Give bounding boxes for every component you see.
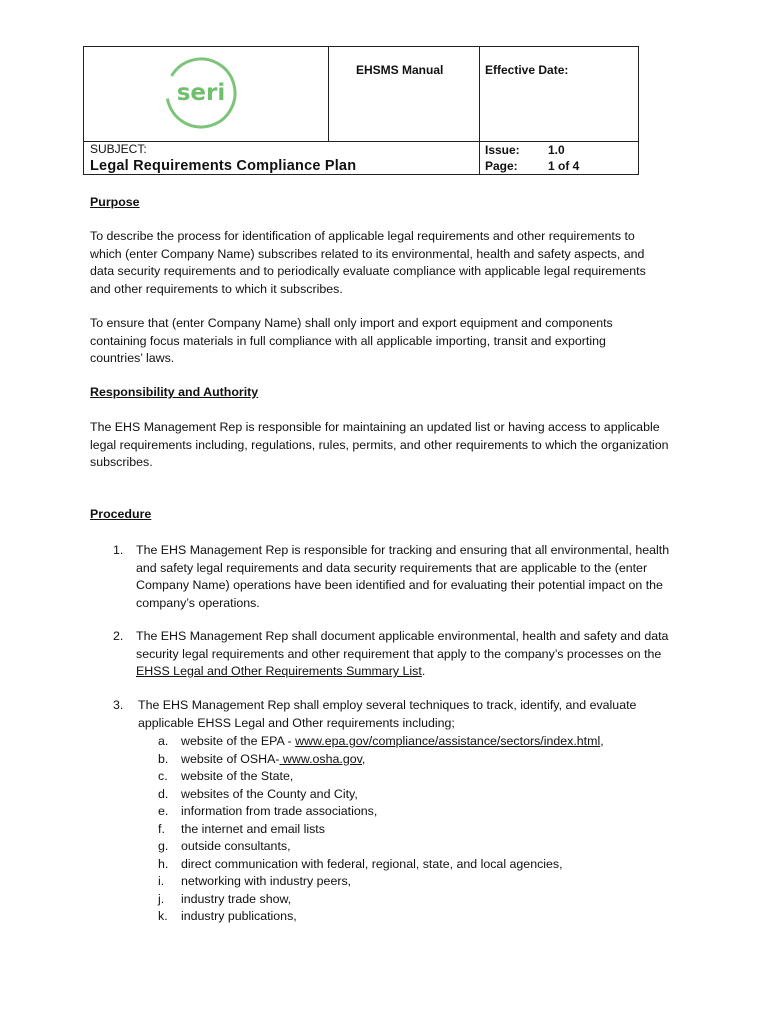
header-divider xyxy=(84,141,639,142)
sub-list-letter: g. xyxy=(158,839,169,853)
issue-value: 1.0 xyxy=(548,143,565,157)
header-divider xyxy=(479,47,480,175)
header-divider xyxy=(328,47,329,142)
sub-list-letter: k. xyxy=(158,909,168,923)
page-label: Page: xyxy=(485,159,518,173)
sub-list-text: websites of the County and City, xyxy=(181,786,358,801)
page-value: 1 of 4 xyxy=(548,159,580,173)
website-link[interactable]: www.epa.gov/compliance/assistance/sectors/index.html xyxy=(295,734,601,748)
sub-list-text: industry publications, xyxy=(181,909,297,923)
header-table xyxy=(83,46,639,175)
list-item: The EHS Management Rep shall employ several techniques to track, identify, and evaluate applicable EHSS Legal and Other requirements including; xyxy=(138,698,637,730)
sub-list-text: website of the EPA - xyxy=(181,734,296,748)
sub-list-text: , xyxy=(600,734,604,748)
sub-list-letter: f. xyxy=(158,821,165,836)
sub-list-letter: i. xyxy=(158,874,165,888)
list-number: 1. xyxy=(113,543,124,557)
sub-list-letter: j. xyxy=(158,891,165,906)
responsibility-paragraph: The EHS Management Rep is responsible for maintaining an updated list or having access to applicable legal requirements including, regulations, rules, permits, and other requirements to which the organization subscribes. xyxy=(90,420,669,469)
sub-list-text: outside consultants, xyxy=(181,839,291,853)
summary-list-link[interactable]: EHSS Legal and Other Requirements Summary List xyxy=(136,664,422,678)
sub-list-item xyxy=(181,821,325,839)
purpose-heading: Purpose xyxy=(90,195,140,209)
sub-list-letter: a. xyxy=(158,734,169,748)
sub-list-text: website of OSHA- xyxy=(181,751,280,766)
sub-list-item xyxy=(181,733,604,751)
sub-list-letter: e. xyxy=(158,804,169,818)
sub-list-letter: h. xyxy=(158,856,169,871)
sub-list-letter: c. xyxy=(158,769,168,783)
list-number: 2. xyxy=(113,629,124,643)
subject-label: SUBJECT: xyxy=(90,142,147,156)
list-item: The EHS Management Rep is responsible for tracking and ensuring that all environmental, health and safety legal requirements and data security requirements that are applicable to the (enter Company Name) operations have been identified and for evaluating their potential impact on the company’s operations. xyxy=(136,543,670,610)
sub-list-item xyxy=(181,838,291,856)
sub-list-item xyxy=(181,768,293,786)
sub-list-item xyxy=(181,786,358,804)
list-item-text: The EHS Management Rep shall document applicable environmental, health and safety and data security legal requirements and other requirement that apply to the company’s processes on the xyxy=(136,629,669,661)
website-link[interactable]: www.osha.gov, xyxy=(279,751,366,766)
sub-list-letter: b. xyxy=(158,751,169,766)
purpose-paragraph: To describe the process for identification of applicable legal requirements and other requirements to which (enter Company Name) subscribes related to its environmental, health and safety aspects, and data security requirements and to periodically evaluate compliance with applicable legal requirements and other requirements to which it subscribes. xyxy=(90,229,646,296)
sub-list-item xyxy=(181,891,291,909)
list-number: 3. xyxy=(113,698,124,712)
sub-list-item xyxy=(181,751,365,769)
sub-list-text: website of the State, xyxy=(181,769,294,783)
list-item-text: . xyxy=(421,664,426,678)
sub-list-text: networking with industry peers, xyxy=(181,874,352,888)
sub-list-text: direct communication with federal, regional, state, and local agencies, xyxy=(181,856,563,871)
issue-label: Issue: xyxy=(485,143,520,157)
sub-list-item xyxy=(181,803,377,821)
purpose-paragraph: To ensure that (enter Company Name) shall only import and export equipment and components containing focus materials in full compliance with all applicable importing, transit and exporting countries’ laws. xyxy=(90,316,613,365)
sub-list-letter: d. xyxy=(158,786,169,801)
list-item xyxy=(136,628,681,681)
sub-list-item xyxy=(181,908,297,926)
logo-text: seri xyxy=(176,80,226,106)
sub-list-text: information from trade associations, xyxy=(181,804,378,818)
effective-date-label: Effective Date: xyxy=(485,63,569,77)
manual-title: EHSMS Manual xyxy=(356,63,444,77)
sub-list-text: industry trade show, xyxy=(181,891,292,906)
sub-list-item xyxy=(181,856,563,874)
sub-list-item xyxy=(181,873,351,891)
procedure-heading: Procedure xyxy=(90,507,152,521)
subject-title: Legal Requirements Compliance Plan xyxy=(90,158,357,174)
seri-logo xyxy=(156,53,246,133)
sub-list-text: the internet and email lists xyxy=(181,821,325,836)
responsibility-heading: Responsibility and Authority xyxy=(90,385,259,399)
